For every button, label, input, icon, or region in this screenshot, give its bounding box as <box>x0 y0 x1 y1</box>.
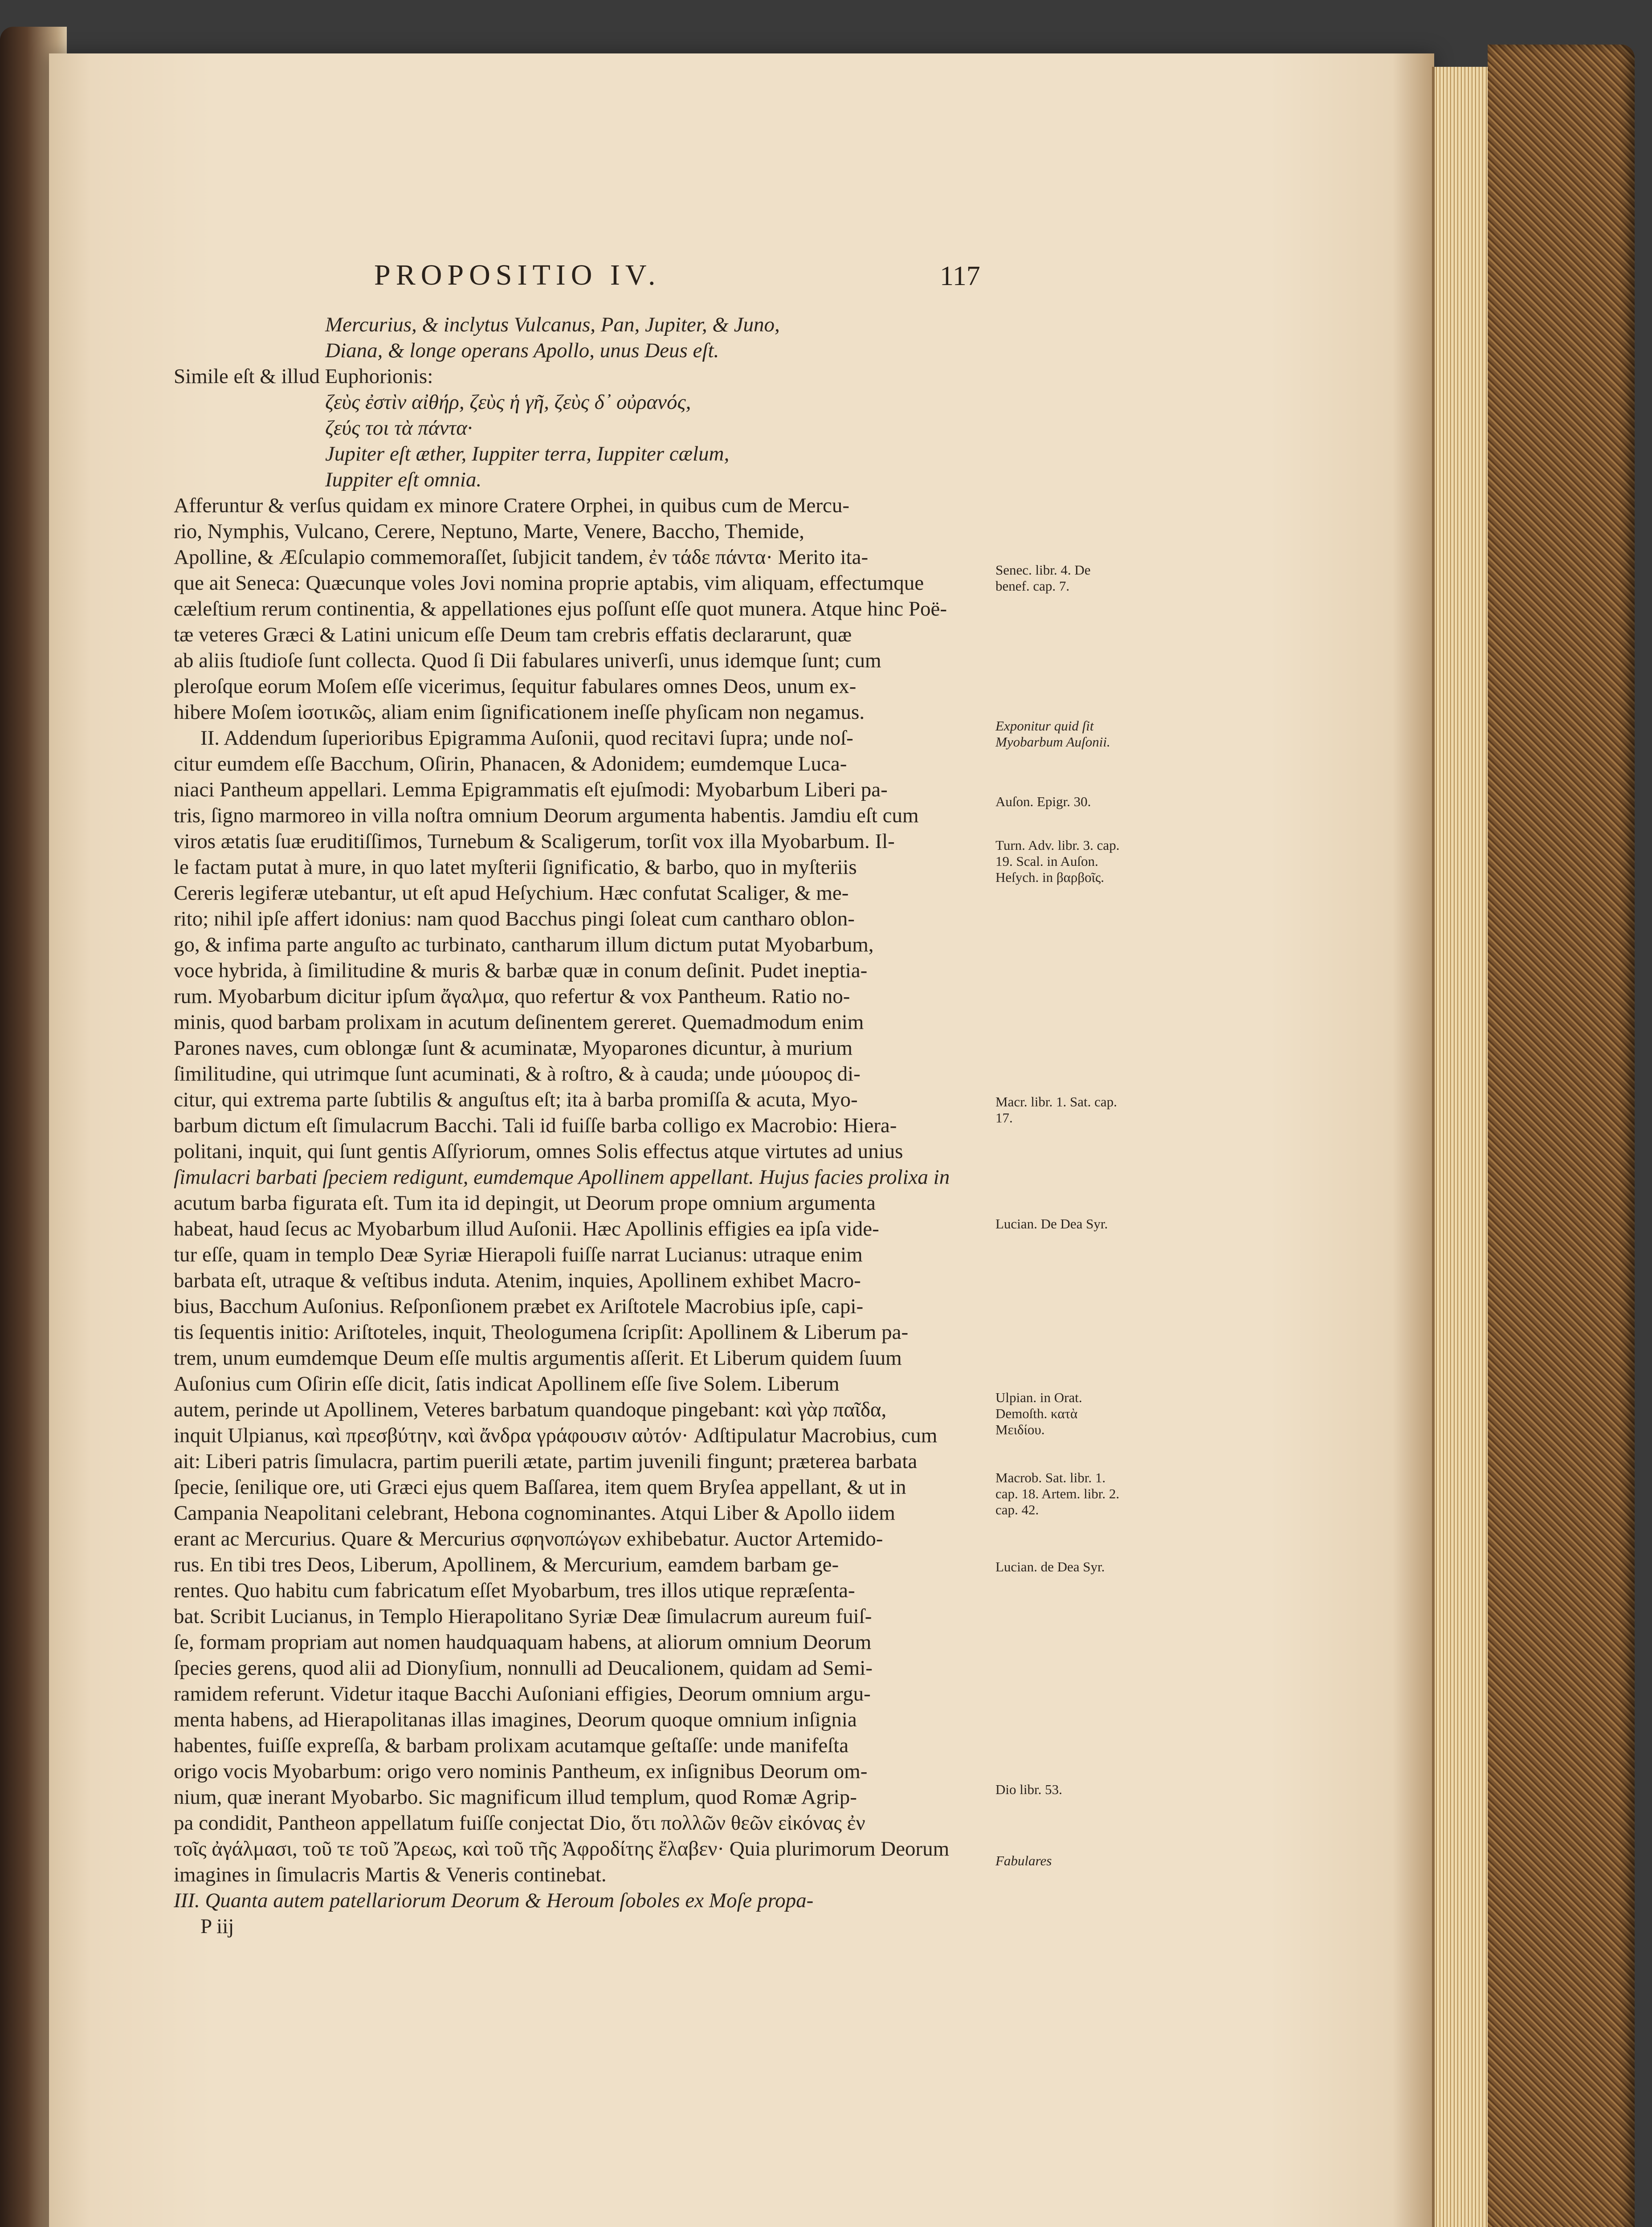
body-text <box>174 312 989 1965</box>
text-line: autem, perinde ut Apollinem, Veteres barbatum quandoque pingebant: καὶ γὰρ παῖδα, <box>174 1398 887 1421</box>
text-line: ſimilitudine, qui utrimque ſunt acuminati, & à roſtro, & à cauda; unde μύουρος di- <box>174 1062 861 1085</box>
text-line: citur eumdem eſſe Bacchum, Oſirin, Phanacen, & Adonidem; eumdemque Luca- <box>174 752 847 775</box>
text-line: Simile eſt & illud Euphorionis: <box>174 365 433 388</box>
text-line: Iuppiter eſt omnia. <box>325 468 482 491</box>
text-line: le factam putat à mure, in quo latet myſterii ſignificatio, & barbo, quo in myſteriis <box>174 856 857 879</box>
text-line: tris, ſigno marmoreo in villa noſtra omnium Deorum argumenta habentis. Jamdiu eſt cum <box>174 804 919 827</box>
text-line: viros ætatis ſuæ eruditiſſimos, Turnebum & Scaligerum, torſit vox illa Myobarbum. Il- <box>174 830 895 853</box>
text-line: menta habens, ad Hierapolitanas illas imagines, Deorum quoque omnium inſignia <box>174 1708 857 1731</box>
signature-mark <box>174 1939 989 1965</box>
text-line: niaci Pantheum appellari. Lemma Epigrammatis eſt ejuſmodi: Myobarbum Liberi pa- <box>174 778 888 801</box>
text-line: Mercurius, & inclytus Vulcanus, Pan, Jupiter, & Juno, <box>325 313 780 336</box>
text-line: Diana, & longe operans Apollo, unus Deus eſt. <box>325 339 719 362</box>
text-line: pa condidit, Pantheon appellatum fuiſſe conjectat Dio, ὅτι πολλῶν θεῶν εἰκόνας ἐν <box>174 1811 865 1835</box>
margin-note: Senec. libr. 4. De benef. cap. 7. <box>995 562 1091 594</box>
text-line: tur eſſe, quam in templo Deæ Syriæ Hierapoli fuiſſe narrat Lucianus: utraque enim <box>174 1243 863 1266</box>
text-line: origo vocis Myobarbum: origo vero nominis Pantheum, ex inſignibus Deorum om- <box>174 1760 868 1783</box>
margin-note: Lucian. De Dea Syr. <box>995 1216 1108 1232</box>
text-line: ſpecies gerens, quod alii ad Dionyſium, nonnulli ad Deucalionem, quidam ad Semi- <box>174 1656 873 1680</box>
text-line: rio, Nymphis, Vulcano, Cerere, Neptuno, Marte, Venere, Baccho, Themide, <box>174 520 804 543</box>
text-line: que ait Seneca: Quæcunque voles Jovi nomina proprie aptabis, vim aliquam, effectumque <box>174 571 924 595</box>
text-line: Apolline, & Æſculapio commemoraſſet, ſubjicit tandem, ἐν τάδε πάντα· Merito ita- <box>174 546 869 569</box>
margin-note: Exponitur quid ſit Myobarbum Auſonii. <box>995 718 1110 750</box>
page-edges <box>1432 67 1493 2227</box>
text-line: τοῖς ἀγάλμασι, τοῦ τε τοῦ Ἄρεως, καὶ τοῦ τῆς Ἀφροδίτης ἔλαβεν· Quia plurimorum Deorum <box>174 1837 950 1860</box>
text-line: erant ac Mercurius. Quare & Mercurius σφηνοπώγων exhibebatur. Auctor Artemido- <box>174 1527 883 1550</box>
text-line: inquit Ulpianus, καὶ πρεσβύτην, καὶ ἄνδρα γράφουσιν αὐτόν· Adſtipulatur Macrobius, cum <box>174 1424 938 1447</box>
text-line: Cereris legiferæ utebantur, ut eſt apud Heſychium. Hæc confutat Scaliger, & me- <box>174 881 849 905</box>
text-line: Auſonius cum Oſirin eſſe dicit, ſatis indicat Apollinem eſſe ſive Solem. Liberum <box>174 1372 840 1395</box>
text-line: tæ veteres Græci & Latini unicum eſſe Deum tam crebris effatis declararunt, quæ <box>174 623 852 646</box>
text-line: ζεὺς ἐστὶν αἰθήρ, ζεὺς ἡ γῆ, ζεὺς δ᾽ οὐρανός, <box>325 391 691 414</box>
text-line: tis ſequentis initio: Ariſtoteles, inquit, Theologumena ſcripſit: Apollinem & Liberum pa- <box>174 1321 909 1344</box>
text-line: acutum barba figurata eſt. Tum ita id depingit, ut Deorum prope omnium argumenta <box>174 1191 876 1215</box>
text-line: hibere Moſem ἰσοτικῶς, aliam enim ſignificationem ineſſe phyſicam non negamus. <box>174 701 865 724</box>
text-line: P iij <box>200 1915 234 1938</box>
text-line: citur, qui extrema parte ſubtilis & anguſtus eſt; ita à barba promiſſa & acuta, Myo- <box>174 1088 858 1111</box>
text-line: rus. En tibi tres Deos, Liberum, Apollinem, & Mercurium, eamdem barbam ge- <box>174 1553 839 1576</box>
margin-note: Turn. Adv. libr. 3. cap. 19. Scal. in Auſon. Heſych. in βαρβοῖς. <box>995 837 1120 885</box>
text-line: cæleſtium rerum continentia, & appellationes ejus poſſunt eſſe quot munera. Atque hinc Poë- <box>174 597 947 620</box>
text-line: rentes. Quo habitu cum fabricatum eſſet Myobarbum, tres illos utique repræſenta- <box>174 1579 855 1602</box>
text-line: ζεύς τοι τὰ πάντα· <box>325 416 473 440</box>
text-line: ſpecie, ſenilique ore, uti Græci ejus quem Baſſarea, item quem Bryſea appellant, & ut in <box>174 1476 906 1499</box>
text-line: ramidem referunt. Videtur itaque Bacchi Auſoniani effigies, Deorum omnium argu- <box>174 1682 871 1705</box>
margin-note: Lucian. de Dea Syr. <box>995 1559 1105 1574</box>
text-line: III. Quanta autem patellariorum Deorum & Heroum ſoboles ex Moſe propa- <box>174 1889 814 1912</box>
text-line: Jupiter eſt æther, Iuppiter terra, Iuppiter cælum, <box>325 442 730 465</box>
margin-note: Auſon. Epigr. 30. <box>995 794 1091 809</box>
margin-note: Fabulares <box>995 1853 1052 1868</box>
page-number: 117 <box>940 261 980 291</box>
text-line: II. Addendum ſuperioribus Epigramma Auſonii, quod recitavi ſupra; unde noſ- <box>200 726 853 750</box>
text-line: pleroſque eorum Moſem eſſe vicerimus, ſequitur fabulares omnes Deos, unum ex- <box>174 675 857 698</box>
text-line: bat. Scribit Lucianus, in Templo Hierapolitano Syriæ Deæ ſimulacrum aureum fuiſ- <box>174 1605 872 1628</box>
text-line: imagines in ſimulacris Martis & Veneris continebat. <box>174 1863 607 1886</box>
text-line: rito; nihil ipſe affert idonius: nam quod Bacchus pingi ſoleat cum cantharo oblon- <box>174 907 855 930</box>
running-head: PROPOSITIO IV. <box>374 259 661 291</box>
text-line: minis, quod barbam prolixam in acutum deſinentem gereret. Quemadmodum enim <box>174 1011 864 1034</box>
text-line: ſimulacri barbati ſpeciem redigunt, eumdemque Apollinem appellant. Hujus facies prolixa in <box>174 1166 950 1189</box>
text-line: voce hybrida, à ſimilitudine & muris & barbæ quæ in conum deſinit. Pudet ineptia- <box>174 959 868 982</box>
margin-note: Dio libr. 53. <box>995 1782 1062 1797</box>
book-cover-edge <box>1488 45 1635 2227</box>
margin-note: Macrob. Sat. libr. 1. cap. 18. Artem. libr. 2. cap. 42. <box>995 1470 1120 1517</box>
text-line: Parones naves, cum oblongæ ſunt & acuminatæ, Myoparones dicuntur, à murium <box>174 1036 853 1060</box>
text-line: ſe, formam propriam aut nomen haudquaquam habens, at aliorum omnium Deorum <box>174 1631 872 1654</box>
text-line: go, & infima parte anguſto ac turbinato, cantharum illum dictum putat Myobarbum, <box>174 933 874 956</box>
text-line: ait: Liberi patris ſimulacra, partim puerili ætate, partim juvenili fingunt; præterea barbata <box>174 1450 918 1473</box>
text-line: trem, unum eumdemque Deum eſſe multis argumentis aſſerit. Et Liberum quidem ſuum <box>174 1346 902 1370</box>
text-line: barbata eſt, utraque & veſtibus induta. Atenim, inquies, Apollinem exhibet Macro- <box>174 1269 861 1292</box>
text-line: bius, Bacchum Auſonius. Reſponſionem præbet ex Ariſtotele Macrobius ipſe, capi- <box>174 1295 864 1318</box>
text-line: Campania Neapolitani celebrant, Hebona cognominantes. Atqui Liber & Apollo iidem <box>174 1501 895 1525</box>
text-line: habeat, haud ſecus ac Myobarbum illud Auſonii. Hæc Apollinis effigies ea ipſa vide- <box>174 1217 879 1240</box>
margin-note: Macr. libr. 1. Sat. cap. 17. <box>995 1094 1117 1126</box>
text-line: politani, inquit, qui ſunt gentis Aſſyriorum, omnes Solis effectus atque virtutes ad unius <box>174 1140 903 1163</box>
text-line: nium, quæ inerant Myobarbo. Sic magnificum illud templum, quod Romæ Agrip- <box>174 1786 857 1809</box>
text-line: barbum dictum eſt ſimulacrum Bacchi. Tali id fuiſſe barba colligo ex Macrobio: Hiera- <box>174 1114 897 1137</box>
text-line: rum. Myobarbum dicitur ipſum ἄγαλμα, quo refertur & vox Pantheum. Ratio no- <box>174 985 850 1008</box>
text-line: habentes, fuiſſe expreſſa, & barbam prolixam acutamque geſtaſſe: unde manifeſta <box>174 1734 849 1757</box>
text-line: ab aliis ſtudioſe ſunt collecta. Quod ſi Dii fabulares univerſi, unus idemque ſunt; cum <box>174 649 881 672</box>
margin-note: Ulpian. in Orat. Demoſth. κατὰ Μειδίου. <box>995 1390 1082 1437</box>
text-line: Afferuntur & verſus quidam ex minore Cratere Orphei, in quibus cum de Mercu- <box>174 494 850 517</box>
